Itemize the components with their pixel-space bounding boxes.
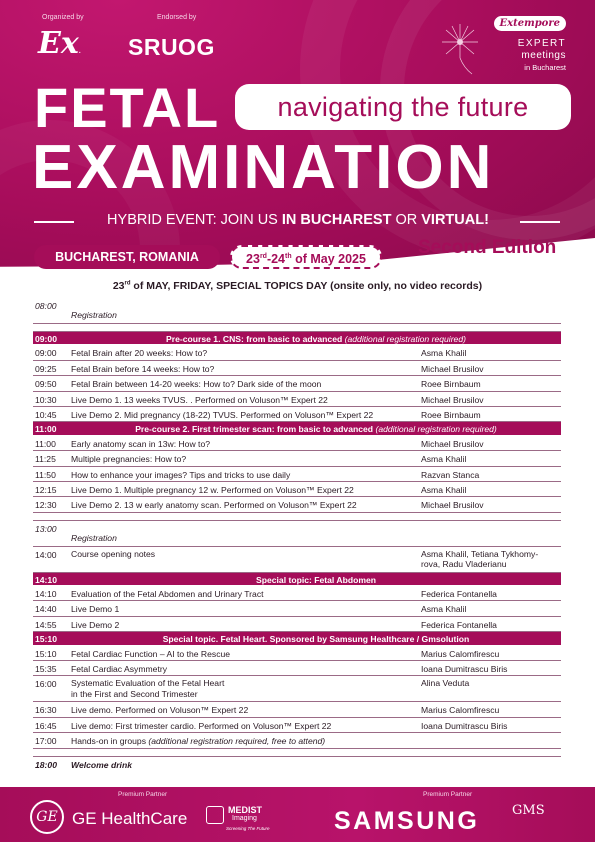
row-time: 14:00 xyxy=(35,549,57,560)
agenda-table xyxy=(33,298,561,772)
row-time: 11:00 xyxy=(35,438,56,449)
hybrid-mid: OR xyxy=(391,212,422,228)
agenda-spacer xyxy=(33,324,561,332)
agenda-row xyxy=(33,436,561,451)
hybrid-event-text xyxy=(84,212,512,228)
row-title: Live Demo 1 xyxy=(71,604,120,615)
section-header-precourse2 xyxy=(33,422,561,435)
row-time: 15:35 xyxy=(35,664,57,675)
medist-icon xyxy=(206,806,224,824)
ge-logo-icon: GE xyxy=(30,800,64,834)
row-speaker: Roee Birnbaum xyxy=(421,379,481,390)
speaker-line1: Asma Khalil, Tetiana Tykhomy- xyxy=(421,548,539,559)
extempore-line3: in Bucharest xyxy=(524,63,566,72)
row-time: 11:50 xyxy=(35,469,56,480)
row-note: (additional registration required, free to attend) xyxy=(148,736,326,747)
row-time: 12:15 xyxy=(35,484,57,495)
medist-tagline: Screening The Future xyxy=(226,826,270,831)
row-title xyxy=(71,736,411,746)
agenda-row-handson xyxy=(33,733,561,748)
date-suffix2: th xyxy=(285,253,292,260)
date-rest: of May 2025 xyxy=(291,252,366,267)
agenda-spacer xyxy=(33,749,561,757)
row-speaker: Asma Khalil xyxy=(421,484,467,495)
location-badge: BUCHAREST, ROMANIA xyxy=(34,245,220,269)
row-time: 16:00 xyxy=(35,679,57,690)
premium-partner-label: Premium Partner xyxy=(118,791,168,798)
section-note: (additional registration required) xyxy=(375,424,497,435)
divider-left xyxy=(34,221,74,223)
day-title xyxy=(0,280,595,292)
row-speaker: Ioana Dumitrascu Biris xyxy=(421,664,508,675)
section-header-precourse1 xyxy=(33,332,561,345)
agenda-row xyxy=(33,646,561,661)
premium-partner-label: Premium Partner xyxy=(423,791,473,798)
agenda-row-registration xyxy=(33,298,561,324)
title-line1: FETAL xyxy=(34,76,221,139)
row-title: Live demo. Performed on Voluson™ Expert 22 xyxy=(71,705,249,716)
section-title: Special topic. Fetal Heart. Sponsored by Samsung Healthcare / Gmsolution xyxy=(162,634,470,645)
section-time: 14:10 xyxy=(35,574,57,585)
row-speaker: Federica Fontanella xyxy=(421,619,497,630)
row-speaker: Federica Fontanella xyxy=(421,589,497,600)
agenda-row xyxy=(33,661,561,676)
row-time: 15:10 xyxy=(35,648,57,659)
row-time: 10:30 xyxy=(35,394,57,405)
divider-right xyxy=(520,221,560,223)
row-time: 08:00 xyxy=(35,301,57,311)
row-title-text: Hands-on in groups xyxy=(71,736,149,747)
gms-logo-text: GMS xyxy=(512,803,545,818)
section-note: (additional registration required) xyxy=(344,334,466,344)
tagline-pill: navigating the future xyxy=(235,84,571,130)
gms-logo xyxy=(512,803,562,833)
event-banner xyxy=(0,0,595,270)
agenda-row xyxy=(33,482,561,497)
endorsed-by-label: Endorsed by xyxy=(157,14,197,21)
hybrid-prefix: HYBRID EVENT: JOIN US xyxy=(107,212,282,228)
agenda-row xyxy=(33,718,561,733)
agenda-row-welcome xyxy=(33,757,561,772)
agenda-row xyxy=(33,407,561,422)
row-time: 09:00 xyxy=(35,348,57,359)
row-speaker: Alina Veduta xyxy=(421,678,470,689)
hybrid-location2: VIRTUAL! xyxy=(421,212,489,228)
row-title: Live Demo 2. Mid pregnancy (18-22) TVUS. Performed on Voluson™ Expert 22 xyxy=(71,409,374,420)
extempore-name: Extempore xyxy=(494,16,566,31)
section-title xyxy=(71,334,561,344)
row-title: Live demo: First trimester cardio. Performed on Voluson™ Expert 22 xyxy=(71,720,332,731)
agenda-row xyxy=(33,451,561,466)
row-title: Fetal Cardiac Function – AI to the Rescue xyxy=(71,648,231,659)
agenda-row xyxy=(33,345,561,360)
agenda-row xyxy=(33,376,561,391)
row-time: 14:40 xyxy=(35,604,57,615)
row-time: 16:45 xyxy=(35,720,57,731)
row-title: Fetal Brain before 14 weeks: How to? xyxy=(71,363,215,374)
agenda-row xyxy=(33,586,561,601)
row-title: Live Demo 1. Multiple pregnancy 12 w. Performed on Voluson™ Expert 22 xyxy=(71,484,354,495)
agenda-row xyxy=(33,617,561,632)
agenda-spacer xyxy=(33,513,561,521)
date-day2: -24 xyxy=(266,252,286,267)
row-speaker: Michael Brusilov xyxy=(421,500,484,511)
section-time: 09:00 xyxy=(35,334,57,344)
date-badge xyxy=(230,245,382,269)
extempore-logo xyxy=(438,12,568,82)
row-title: Multiple pregnancies: How to? xyxy=(71,454,187,465)
row-speaker: Michael Brusilov xyxy=(421,394,484,405)
row-time: 09:25 xyxy=(35,363,57,374)
row-title: How to enhance your images? Tips and tricks to use daily xyxy=(71,469,291,480)
row-speaker: Marius Calomfirescu xyxy=(421,705,500,716)
row-speaker: Asma Khalil xyxy=(421,604,467,615)
row-time: 17:00 xyxy=(35,736,57,747)
date-suffix1: rd xyxy=(259,253,267,260)
title-line1: Systematic Evaluation of the Fetal Heart xyxy=(71,678,225,689)
row-title: Course opening notes xyxy=(71,548,156,559)
day-number: 23 xyxy=(112,280,125,292)
row-speaker: Marius Calomfirescu xyxy=(421,648,500,659)
title-line2: in the First and Second Trimester xyxy=(71,689,198,700)
agenda-row-registration xyxy=(33,521,561,547)
organized-by-label: Organized by xyxy=(42,14,84,21)
extempore-line2: meetings xyxy=(521,50,566,61)
row-time: 10:45 xyxy=(35,409,57,420)
ex-logo-text: Ex xyxy=(38,26,79,61)
dandelion-icon xyxy=(438,20,494,76)
row-speaker: Michael Brusilov xyxy=(421,363,484,374)
partners-footer xyxy=(0,787,595,842)
extempore-line1: EXPERT xyxy=(517,38,566,49)
section-title: Special topic: Fetal Abdomen xyxy=(255,574,376,585)
agenda-row xyxy=(33,497,561,512)
row-speaker: Ioana Dumitrascu Biris xyxy=(421,720,508,731)
title-line2: EXAMINATION xyxy=(32,133,495,202)
row-speaker: Roee Birnbaum xyxy=(421,409,481,420)
section-time: 11:00 xyxy=(35,424,57,435)
row-speaker: Razvan Stanca xyxy=(421,469,480,480)
row-speaker: Michael Brusilov xyxy=(421,438,484,449)
row-title: Fetal Cardiac Asymmetry xyxy=(71,664,167,675)
ex-logo: Ex. xyxy=(38,26,81,61)
speaker-line2: rova, Radu Vladerianu xyxy=(421,559,507,570)
row-time: 11:25 xyxy=(35,454,56,465)
row-time: 14:55 xyxy=(35,619,57,630)
agenda-row xyxy=(33,601,561,616)
section-time: 15:10 xyxy=(35,634,57,645)
section-title-text: Pre-course 1. CNS: from basic to advanced xyxy=(166,334,345,344)
sruog-logo: SRUOG xyxy=(128,34,215,60)
row-title: Registration xyxy=(71,310,117,320)
row-title: Welcome drink xyxy=(71,759,132,770)
row-title: Evaluation of the Fetal Abdomen and Urinary Tract xyxy=(71,589,264,600)
row-time: 18:00 xyxy=(35,759,57,770)
section-header-heart xyxy=(33,632,561,645)
row-speaker xyxy=(421,549,561,571)
row-title: Fetal Brain between 14-20 weeks: How to? Dark side of the moon xyxy=(71,379,322,390)
edition-label: Second Edition xyxy=(418,237,557,258)
row-title: Registration xyxy=(71,532,117,543)
section-title xyxy=(71,424,561,434)
agenda-row xyxy=(33,361,561,376)
row-time: 14:10 xyxy=(35,589,57,600)
row-speaker: Asma Khalil xyxy=(421,454,467,465)
section-title-text: Pre-course 2. First trimester scan: from basic to advanced xyxy=(135,424,376,435)
date-day1: 23 xyxy=(246,252,260,267)
row-title: Live Demo 2 xyxy=(71,619,120,630)
hybrid-location1: IN BUCHAREST xyxy=(281,212,392,228)
row-title xyxy=(71,678,411,700)
day-suffix: rd xyxy=(124,280,131,287)
row-time: 09:50 xyxy=(35,379,57,390)
day-description: of MAY, FRIDAY, SPECIAL TOPICS DAY (onsite only, no video records) xyxy=(130,280,483,292)
agenda-row xyxy=(33,702,561,717)
samsung-logo: SAMSUNG xyxy=(334,807,480,835)
agenda-row xyxy=(33,467,561,482)
agenda-row-opening xyxy=(33,547,561,573)
hybrid-event-line xyxy=(0,211,595,231)
row-title: Early anatomy scan in 13w: How to? xyxy=(71,438,210,449)
ge-healthcare-logo: GE HealthCare xyxy=(72,809,188,828)
row-title: Live Demo 2. 13 w early anatomy scan. Performed on Voluson™ Expert 22 xyxy=(71,500,357,511)
medist-name: MEDIST xyxy=(228,805,263,815)
agenda-row-systematic xyxy=(33,676,561,702)
row-time: 16:30 xyxy=(35,705,57,716)
row-title: Fetal Brain after 20 weeks: How to? xyxy=(71,348,208,359)
row-time: 13:00 xyxy=(35,523,57,534)
section-header-abdomen xyxy=(33,573,561,586)
row-title: Live Demo 1. 13 weeks TVUS. . Performed on Voluson™ Expert 22 xyxy=(71,394,328,405)
row-time: 12:30 xyxy=(35,500,57,511)
medist-subname: Imaging xyxy=(232,815,257,822)
row-speaker: Asma Khalil xyxy=(421,348,467,359)
agenda-row xyxy=(33,392,561,407)
